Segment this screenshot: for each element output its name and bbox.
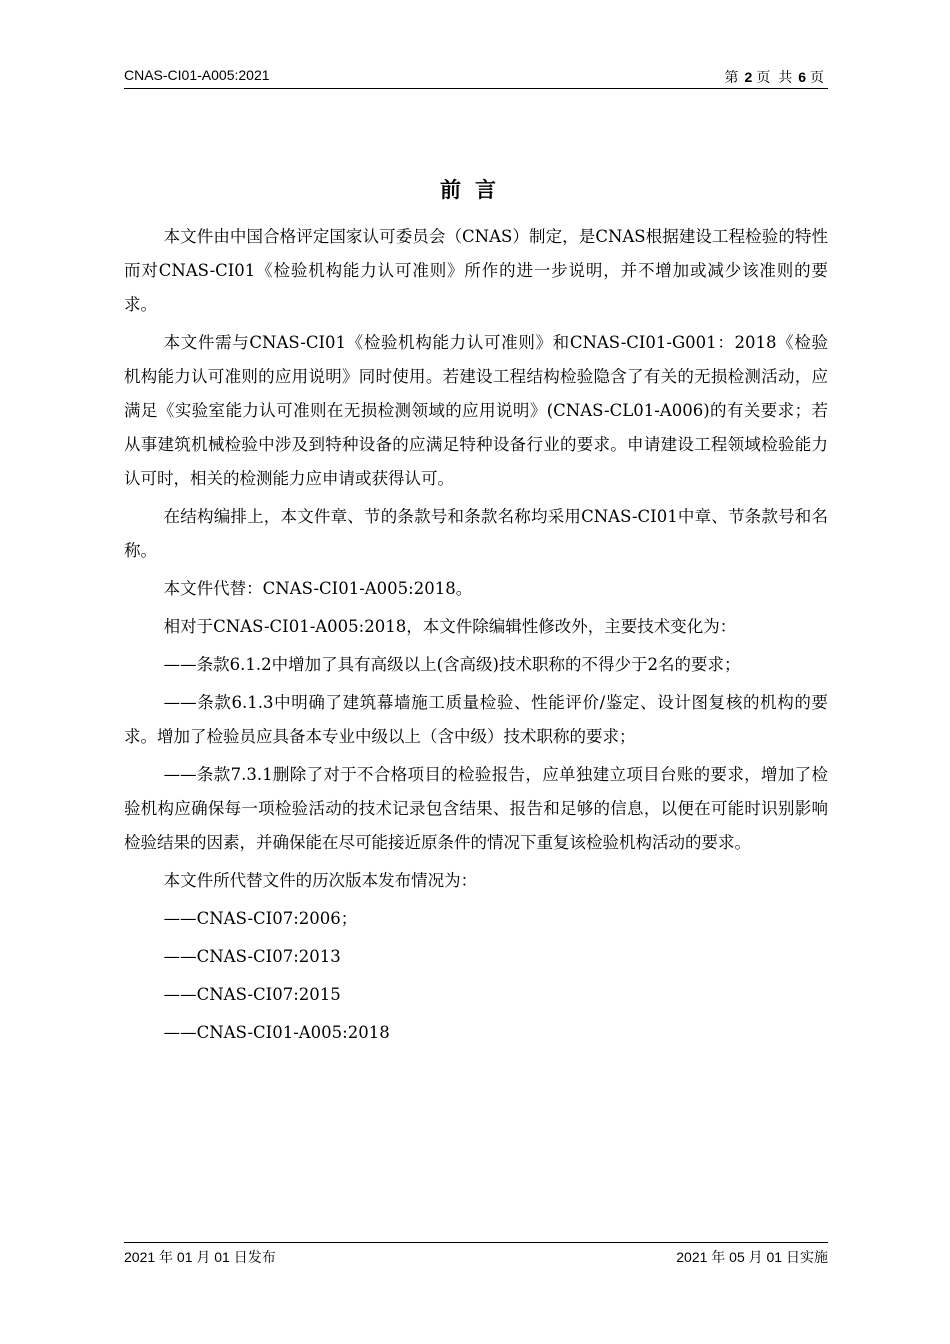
version-item: ——CNAS-CI07:2015 <box>163 985 341 1004</box>
document-code: CNAS-CI01-A005:2021 <box>124 67 270 83</box>
version-item: ——CNAS-CI07:2006； <box>163 909 358 928</box>
page-indicator <box>725 67 826 87</box>
paragraph: 本文件需与CNAS-CI01《检验机构能力认可准则》和CNAS-CI01-G001：2018《检验机构能力认可准则的应用说明》同时使用。若建设工程结构检验隐含了有关的无损检测活动，应满足《实验室能力认可准则在无损检测领域的应用说明》(CNAS-CL01-A006)的有关要求；若从事建筑机械检验中涉及到特种设备的应满足特种设备行业的要求。申请建设工程领域检验能力认可时，相关的检测能力应申请或获得认可。 <box>124 333 828 488</box>
paragraph: 本文件所代替文件的历次版本发布情况为： <box>163 871 478 890</box>
version-item: ——CNAS-CI01-A005:2018 <box>163 1023 390 1042</box>
version-item: ——CNAS-CI07:2013 <box>163 947 341 966</box>
page-footer <box>124 1242 828 1269</box>
paragraph: 相对于CNAS-CI01-A005:2018，本文件除编辑性修改外，主要技术变化为： <box>163 617 737 636</box>
paragraph: 本文件代替：CNAS-CI01-A005:2018。 <box>163 579 473 598</box>
change-item: ——条款6.1.3中明确了建筑幕墙施工质量检验、性能评价/鉴定、设计图复核的机构的要求。增加了检验员应具备本专业中级以上（含中级）技术职称的要求； <box>124 693 828 746</box>
change-item: ——条款6.1.2中增加了具有高级以上(含高级)技术职称的不得少于2名的要求； <box>163 655 741 674</box>
paragraph: 本文件由中国合格评定国家认可委员会（CNAS）制定，是CNAS根据建设工程检验的特性而对CNAS-CI01《检验机构能力认可准则》所作的进一步说明，并不增加或减少该准则的要求。 <box>124 227 828 314</box>
paragraph: 在结构编排上，本文件章、节的条款号和条款名称均采用CNAS-CI01中章、节条款号和名称。 <box>124 507 828 560</box>
implementation-date: 2021 年 05 月 01 日实施 <box>676 1249 828 1265</box>
total-pages: 6 <box>798 69 806 85</box>
change-item: ——条款7.3.1删除了对于不合格项目的检验报告，应单独建立项目台账的要求，增加了检验机构应确保每一项检验活动的技术记录包含结果、报告和足够的信息，以便在可能时识别影响检验结果的因素，并确保能在尽可能接近原条件的情况下重复该检验机构活动的要求。 <box>124 765 828 852</box>
document-body <box>124 220 828 1054</box>
page-suffix: 页 <box>810 69 826 85</box>
page-number: 2 <box>744 69 753 85</box>
page-mid: 页 共 <box>756 69 795 85</box>
issue-date: 2021 年 01 月 01 日发布 <box>124 1249 276 1265</box>
page-title: 前言 <box>440 178 510 202</box>
page-header <box>124 66 828 89</box>
page-prefix: 第 <box>724 69 741 85</box>
